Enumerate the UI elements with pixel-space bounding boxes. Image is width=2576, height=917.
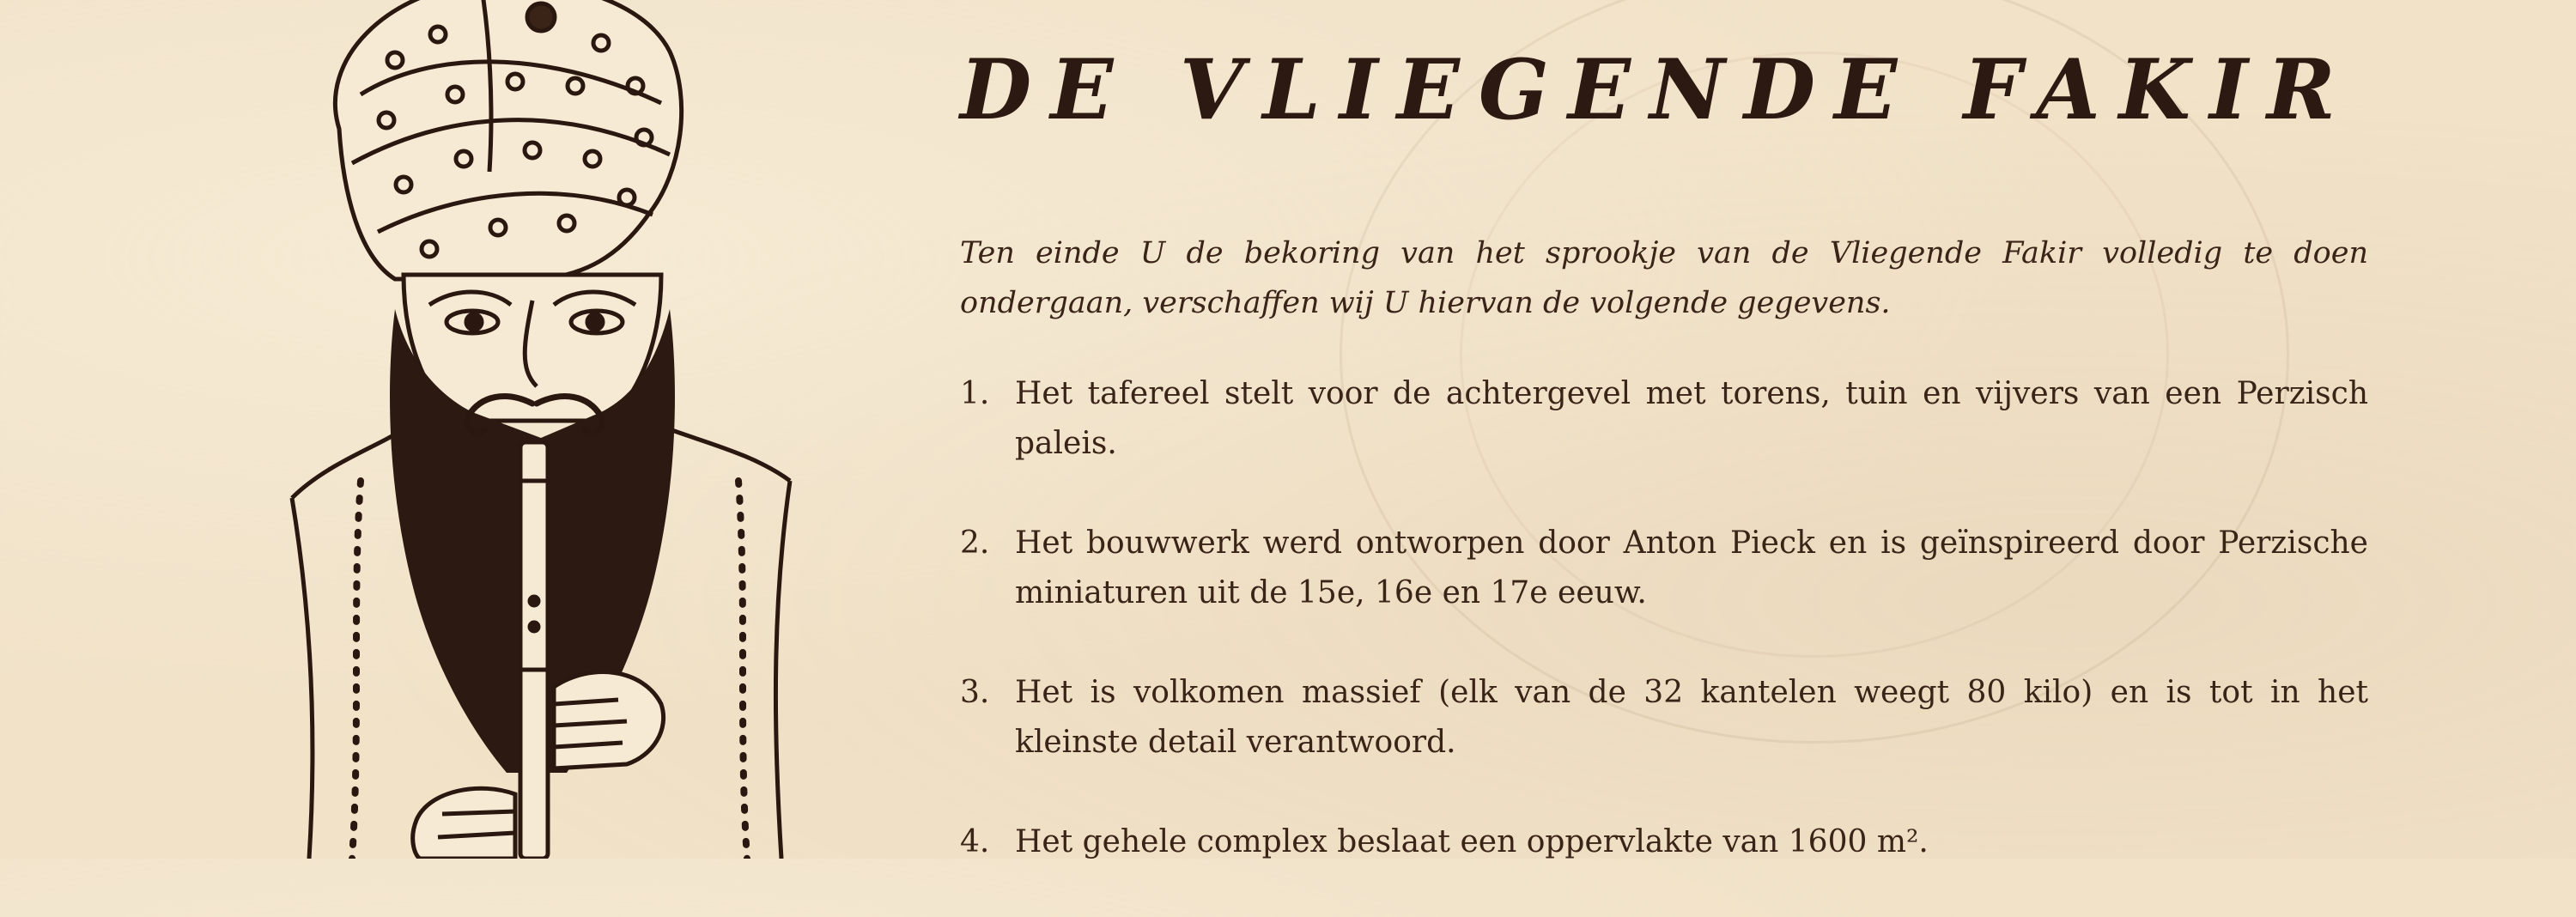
fakir-illustration <box>258 0 841 859</box>
flute <box>520 442 548 859</box>
list-item-text: Het bouwwerk werd ontworpen door Anton Pieck en is geïnspireerd door Perzische miniaturen uit de 15e, 16e en 17e eeuw. <box>1015 525 2368 610</box>
list-item-text: Het is volkomen massief (elk van de 32 kantelen weegt 80 kilo) en is tot in het kleinste detail verantwoord. <box>1015 675 2368 760</box>
list-item-number: 4. <box>960 824 990 859</box>
list-item-number: 1. <box>960 376 990 411</box>
page-title: DE VLIEGENDE FAKIR <box>960 41 2354 138</box>
fact-list <box>960 369 2368 867</box>
list-item <box>960 817 2368 867</box>
list-item-number: 3. <box>960 675 990 710</box>
intro-paragraph: Ten einde U de bekoring van het sprookje van de Vliegende Fakir volledig te doen ondergaan, verschaffen wij U hiervan de volgende gegevens. <box>960 236 2368 320</box>
list-item-number: 2. <box>960 525 990 561</box>
list-item-text: Het tafereel stelt voor de achtergevel met torens, tuin en vijvers van een Perzisch paleis. <box>1015 376 2368 461</box>
list-item <box>960 519 2368 618</box>
list-item <box>960 369 2368 469</box>
turban <box>335 0 681 279</box>
list-item-text: Het gehele complex beslaat een oppervlakte van 1600 m². <box>1015 824 1929 859</box>
text-column <box>960 34 2368 917</box>
list-item <box>960 668 2368 768</box>
